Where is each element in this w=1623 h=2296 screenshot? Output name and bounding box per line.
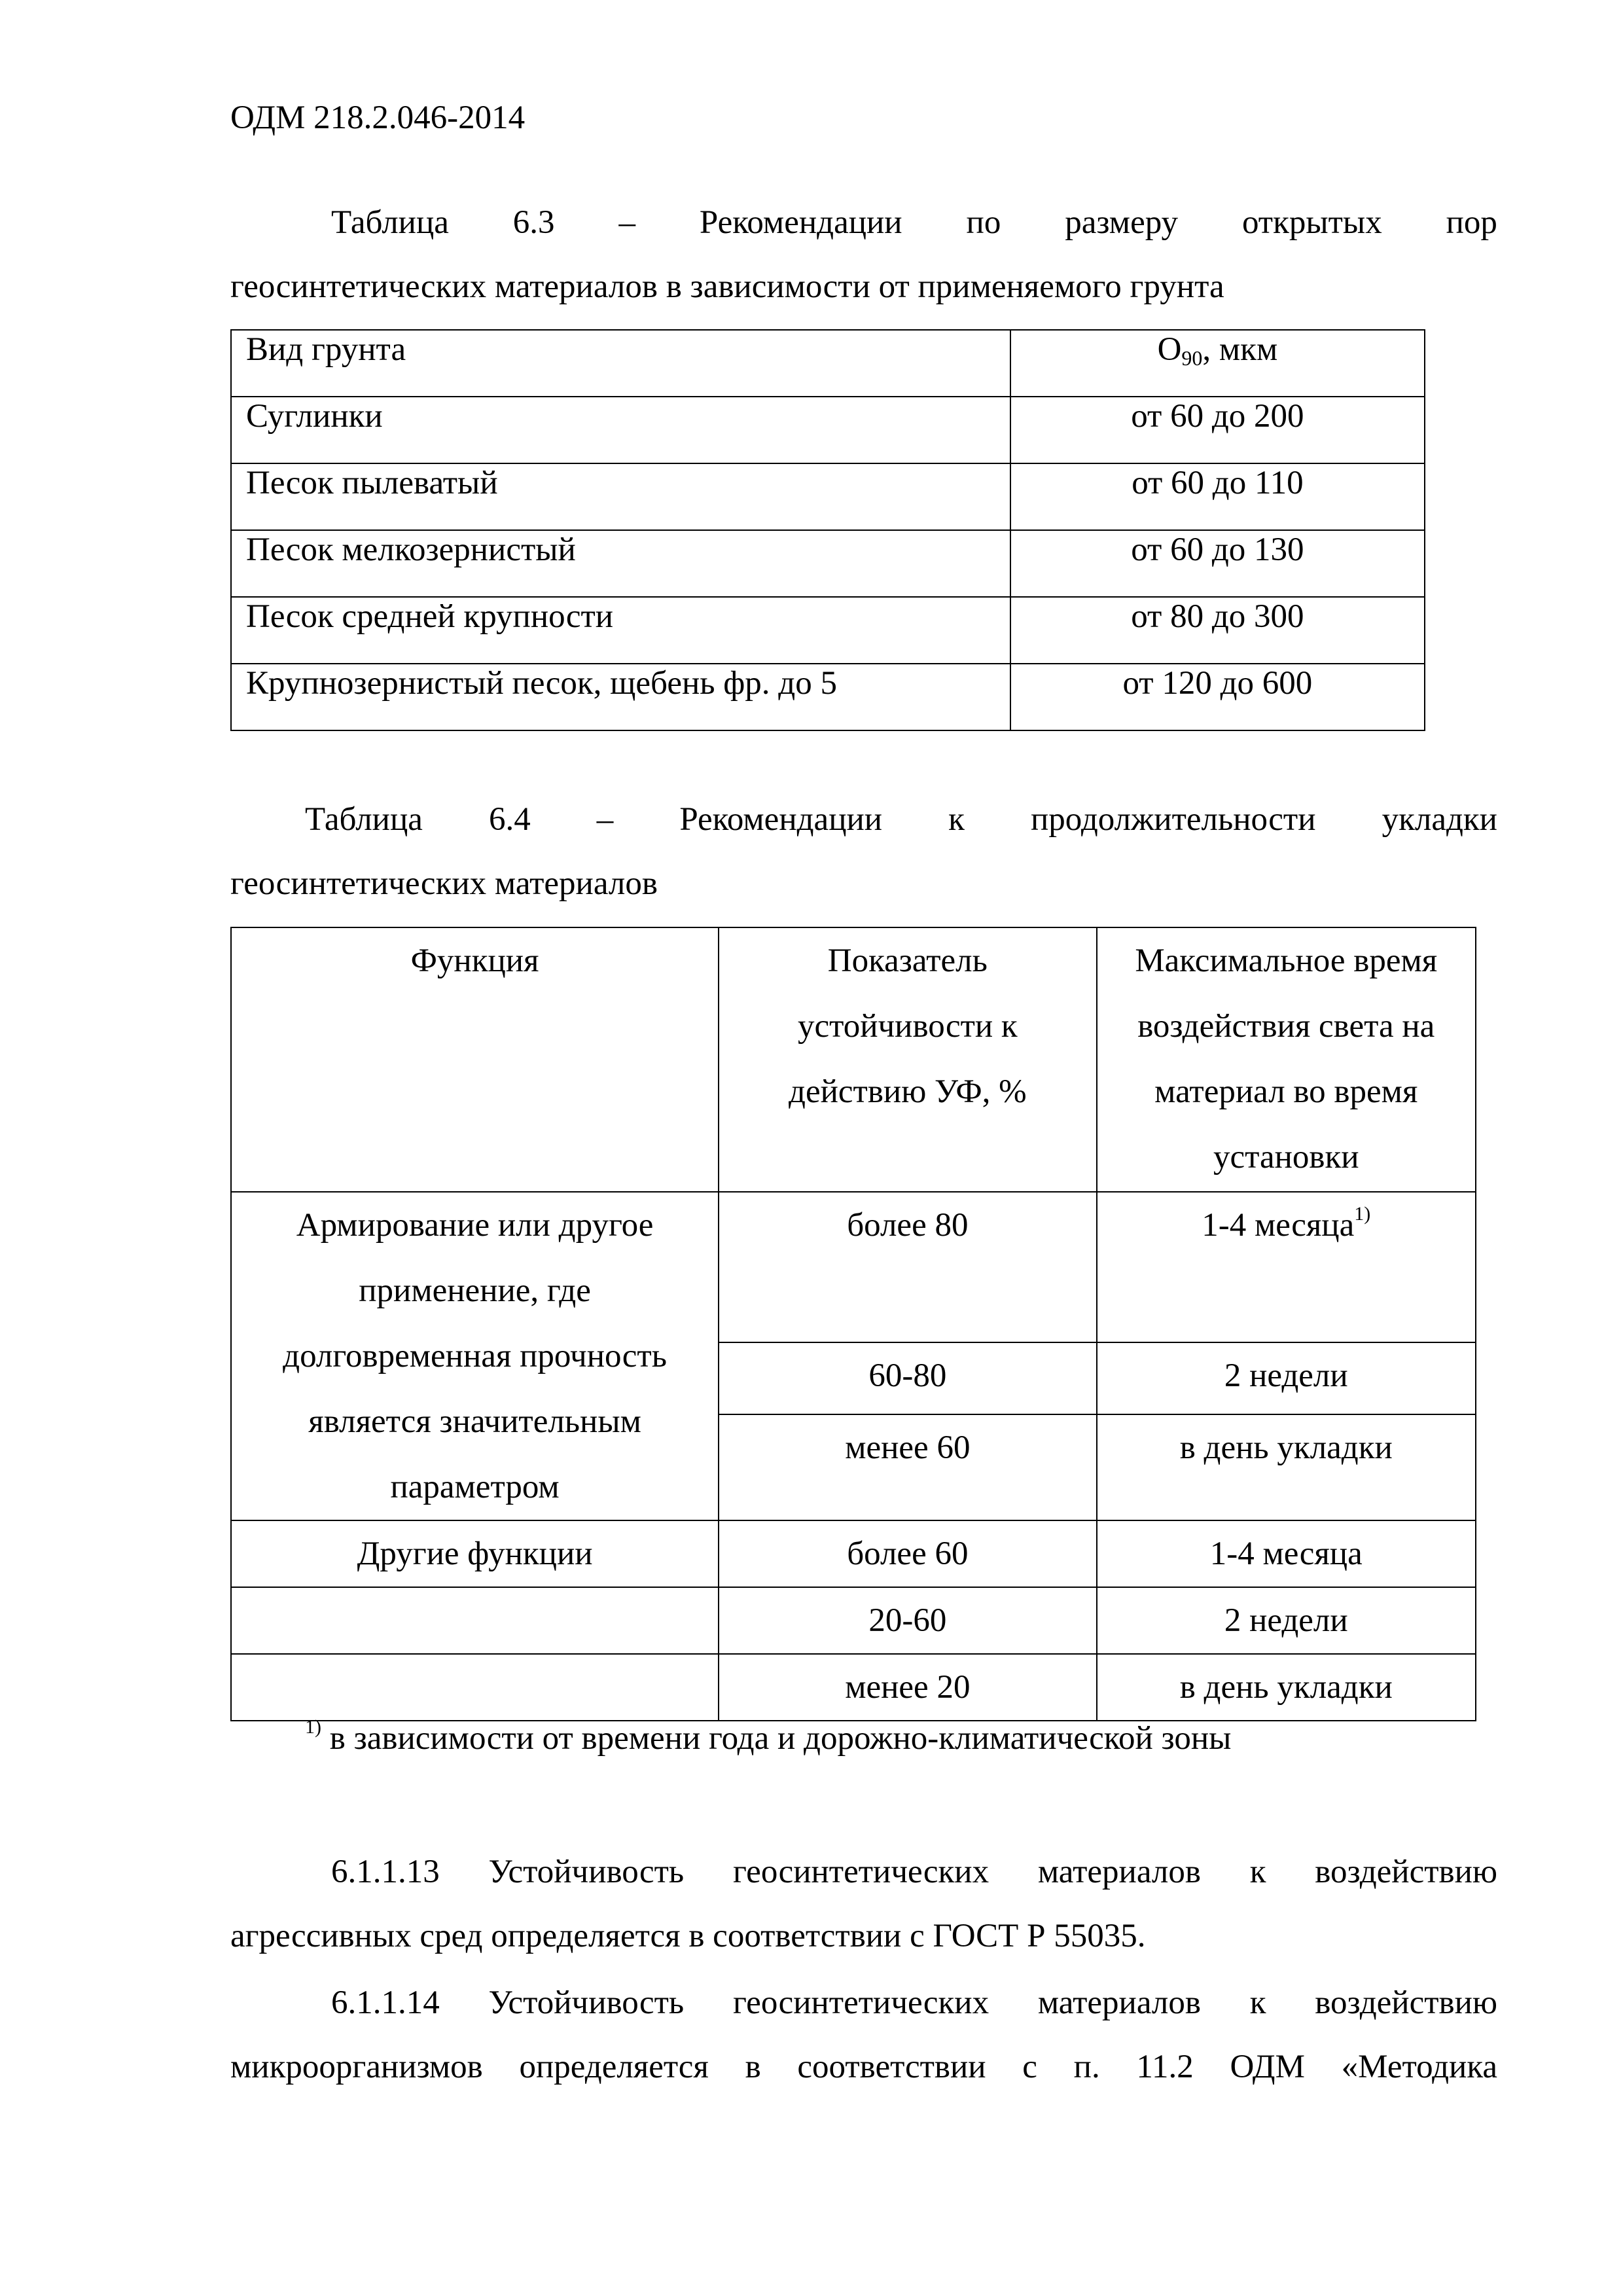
table-6-4 [230, 927, 1476, 1721]
table-6-4-caption-line1 [305, 800, 1497, 839]
time-cell: в день укладки [1097, 1654, 1476, 1721]
soil-cell: Песок мелкозернистый [231, 530, 1010, 597]
function-cell-other: Другие функции [231, 1520, 719, 1587]
paragraph-word: 6.1.1.13 [331, 1854, 440, 1890]
paragraph-word: ОДМ [1230, 2049, 1305, 2085]
uv-cell: более 60 [719, 1520, 1096, 1587]
table-row [231, 664, 1425, 730]
col-header-max-exposure-time: Максимальное время воздействия света на материал во время установки [1097, 927, 1476, 1192]
paragraph-word: 11.2 [1136, 2049, 1194, 2085]
caption-word: Рекомендации [699, 204, 902, 241]
caption-word: Таблица [305, 801, 423, 838]
col-header-soil-type: Вид грунта [231, 330, 1010, 397]
paragraph-word: определяется [519, 2049, 709, 2085]
table-6-3 [230, 329, 1425, 731]
caption-word: пор [1446, 204, 1497, 241]
time-cell: в день укладки [1097, 1414, 1476, 1520]
paragraph-word: геосинтетических [732, 1854, 990, 1890]
caption-word: Рекомендации [679, 801, 883, 838]
empty-cell [231, 1587, 719, 1654]
caption-word: к [948, 801, 965, 838]
table-6-3-caption-line2: геосинтетических материалов в зависимости от применяемого грунта [230, 268, 1224, 305]
paragraph-word: геосинтетических [732, 1984, 990, 2021]
col-header-uv-resistance: Показатель устойчивости к действию УФ, % [719, 927, 1096, 1192]
o90-cell: от 80 до 300 [1010, 597, 1425, 664]
caption-word: открытых [1241, 204, 1382, 241]
paragraph-word: к [1249, 1854, 1266, 1890]
paragraph-word: воздействию [1315, 1854, 1497, 1890]
soil-cell: Песок средней крупности [231, 597, 1010, 664]
paragraph-word: воздействию [1315, 1984, 1497, 2021]
table-row [231, 1654, 1476, 1721]
time-cell: 2 недели [1097, 1587, 1476, 1654]
table-row [231, 1192, 1476, 1342]
caption-word: 6.4 [488, 801, 531, 838]
paragraph-word: микроорганизмов [230, 2049, 483, 2085]
table-row [231, 530, 1425, 597]
function-cell-reinforcement: Армирование или другое применение, где долговременная прочность является значительным параметром [231, 1192, 719, 1520]
time-cell: 1-4 месяца [1097, 1520, 1476, 1587]
time-cell: 1-4 месяца$^{1)}$ [1097, 1192, 1476, 1342]
table-row [231, 463, 1425, 530]
table-row [231, 1520, 1476, 1587]
table-6-4-caption-line2: геосинтетических материалов [230, 865, 658, 902]
col-header-function: Функция [231, 927, 719, 1192]
soil-cell: Крупнозернистый песок, щебень фр. до 5 [231, 664, 1010, 730]
paragraph-word: материалов [1037, 1854, 1201, 1890]
paragraph-6-1-1-14-line1 [331, 1983, 1497, 2022]
paragraph-6-1-1-13-line1 [331, 1852, 1497, 1892]
caption-word: – [618, 204, 635, 241]
soil-cell: Песок пылеватый [231, 463, 1010, 530]
paragraph-word: Устойчивость [488, 1984, 685, 2021]
table-row [231, 1587, 1476, 1654]
time-cell: 2 недели [1097, 1342, 1476, 1414]
caption-word: 6.3 [512, 204, 555, 241]
caption-word: размеру [1065, 204, 1179, 241]
paragraph-word: соответствии [797, 2049, 986, 2085]
table-header-row [231, 330, 1425, 397]
uv-cell: 20-60 [719, 1587, 1096, 1654]
caption-word: – [596, 801, 614, 838]
table-header-row [231, 927, 1476, 1192]
footnote-text: в зависимости от времени года и дорожно-климатической зоны [321, 1720, 1232, 1757]
uv-cell: 60-80 [719, 1342, 1096, 1414]
uv-cell: менее 60 [719, 1414, 1096, 1520]
table-footnote [305, 1716, 1232, 1758]
paragraph-word: материалов [1037, 1984, 1201, 2021]
paragraph-word: Устойчивость [488, 1854, 685, 1890]
o90-cell: от 60 до 110 [1010, 463, 1425, 530]
paragraph-6-1-1-13-line2: агрессивных сред определяется в соответствии с ГОСТ Р 55035. [230, 1918, 1146, 1954]
uv-cell: более 80 [719, 1192, 1096, 1342]
document-code: ОДМ 218.2.046-2014 [230, 99, 526, 136]
caption-word: продолжительности [1031, 801, 1316, 838]
paragraph-word: 6.1.1.14 [331, 1984, 440, 2021]
table-row [231, 397, 1425, 463]
footnote-ref: 1) [1354, 1203, 1371, 1225]
caption-word: по [966, 204, 1001, 241]
paragraph-word: в [745, 2049, 761, 2085]
empty-cell [231, 1654, 719, 1721]
uv-cell: менее 20 [719, 1654, 1096, 1721]
o90-cell: от 60 до 130 [1010, 530, 1425, 597]
caption-word: укладки [1382, 801, 1497, 838]
footnote-mark: 1) [305, 1716, 321, 1738]
paragraph-6-1-1-14-line2 [230, 2047, 1497, 2087]
caption-word: Таблица [331, 204, 449, 241]
o90-cell: от 120 до 600 [1010, 664, 1425, 730]
paragraph-word: с [1022, 2049, 1037, 2085]
soil-cell: Суглинки [231, 397, 1010, 463]
paragraph-word: «Методика [1341, 2049, 1497, 2085]
paragraph-word: п. [1073, 2049, 1100, 2085]
col-header-o90: $О_{90}$, мкм [1010, 330, 1425, 397]
o90-cell: от 60 до 200 [1010, 397, 1425, 463]
paragraph-word: к [1249, 1984, 1266, 2021]
table-row [231, 597, 1425, 664]
table-6-3-caption-line1 [331, 203, 1497, 242]
